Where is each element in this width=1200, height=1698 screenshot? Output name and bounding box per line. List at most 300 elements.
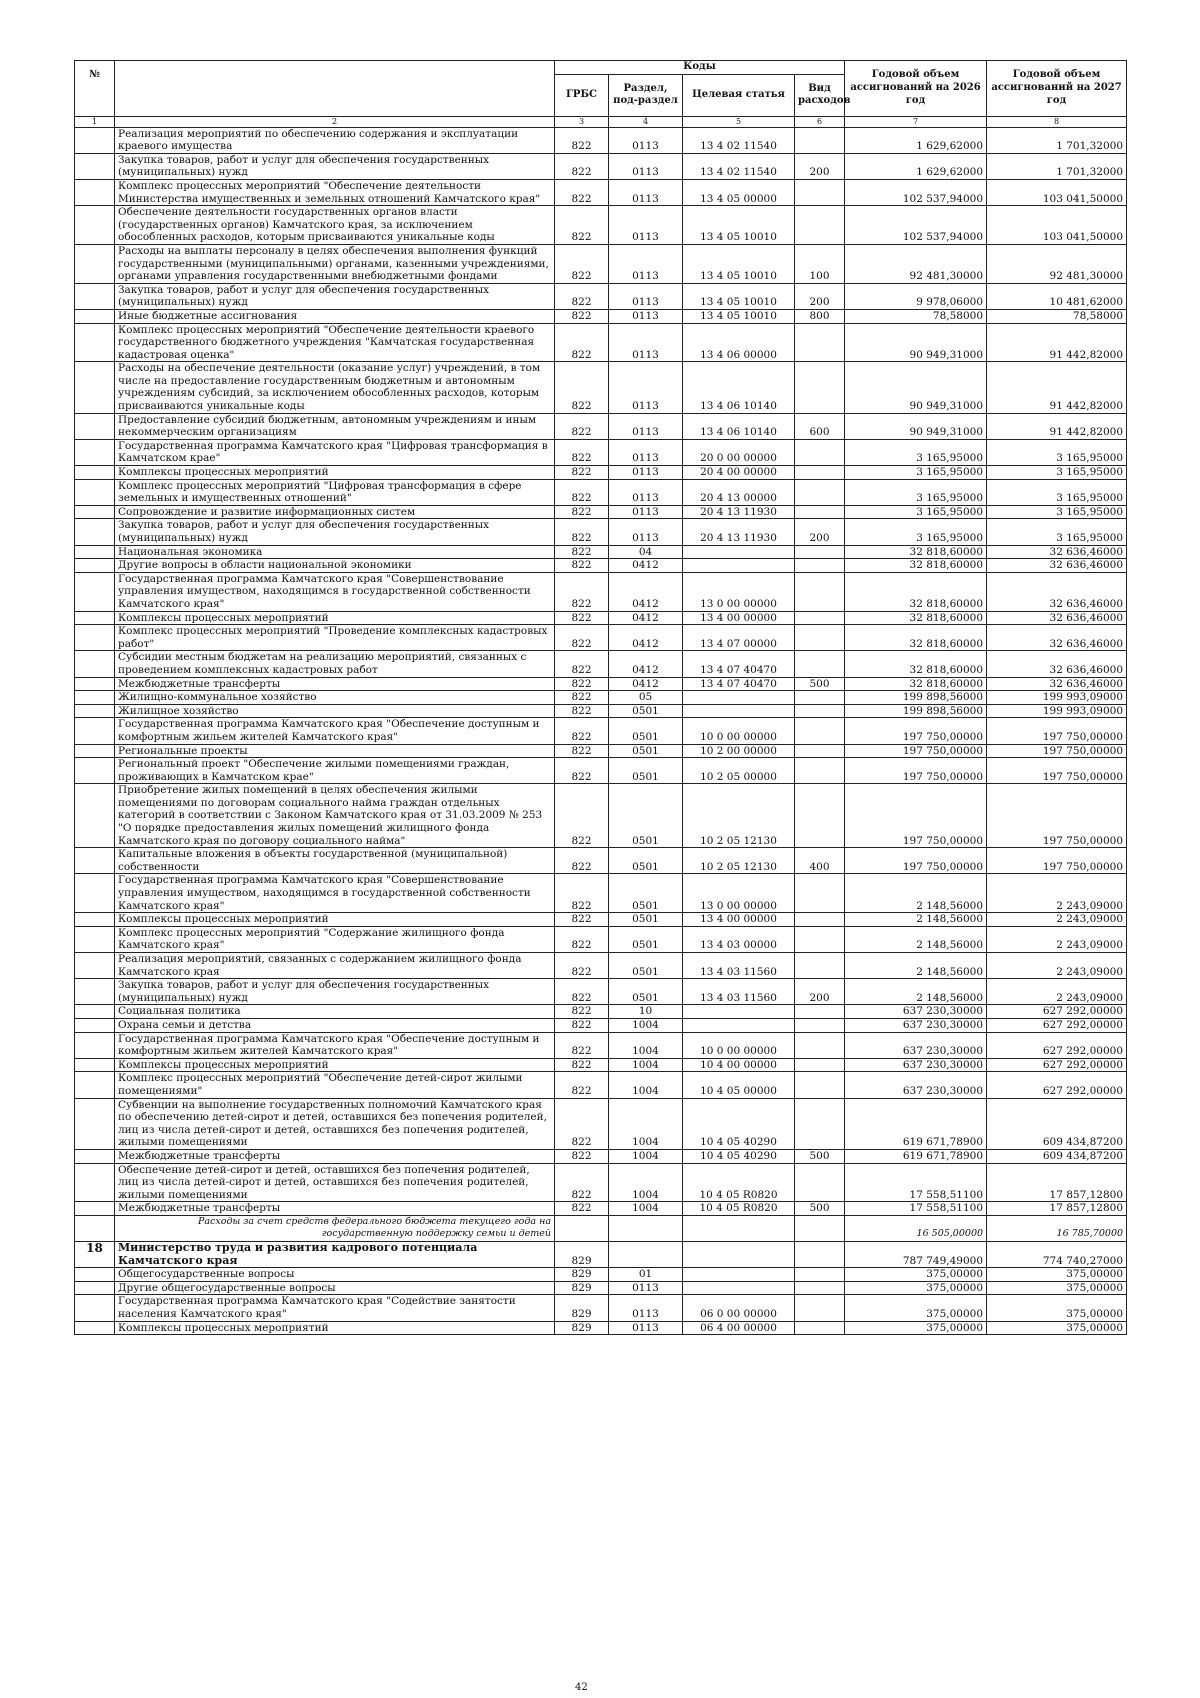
row-vid [795, 1005, 845, 1019]
row-grbs: 822 [555, 505, 609, 519]
row-number [75, 704, 115, 718]
row-tsel: 13 4 03 00000 [683, 926, 795, 952]
row-number [75, 1321, 115, 1335]
row-vid [795, 1268, 845, 1282]
row-grbs: 829 [555, 1295, 609, 1321]
row-razdel: 1004 [609, 1149, 683, 1163]
row-number [75, 244, 115, 283]
table-row [75, 704, 1127, 718]
row-vid [795, 505, 845, 519]
table-row [75, 1163, 1127, 1202]
row-razdel: 0113 [609, 519, 683, 545]
row-tsel: 10 4 05 00000 [683, 1072, 795, 1098]
row-razdel: 0113 [609, 1321, 683, 1335]
row-amount-2026: 3 165,95000 [845, 439, 987, 465]
row-tsel: 13 4 02 11540 [683, 153, 795, 179]
table-row [75, 611, 1127, 625]
row-amount-2026: 197 750,00000 [845, 758, 987, 784]
row-name: Приобретение жилых помещений в целях обеспечения жилыми помещениями по договорам социального найма граждан отдельных категорий в соответствии с Законом Камчатского края от 31.03.2009 № 253 "О порядке предоставления жилых помещений жилищного фонда Камчатского края по договору социального найма" [115, 784, 555, 848]
row-razdel: 1004 [609, 1018, 683, 1032]
row-grbs: 822 [555, 127, 609, 153]
row-name: Социальная политика [115, 1005, 555, 1019]
row-vid [795, 758, 845, 784]
row-number [75, 1098, 115, 1149]
row-amount-2026: 32 818,60000 [845, 677, 987, 691]
row-razdel: 0412 [609, 572, 683, 611]
row-vid [795, 1058, 845, 1072]
row-tsel [683, 1281, 795, 1295]
row-vid [795, 1321, 845, 1335]
row-tsel: 20 4 00 00000 [683, 466, 795, 480]
row-amount-2027: 627 292,00000 [987, 1005, 1127, 1019]
row-name: Капитальные вложения в объекты государственной (муниципальной) собственности [115, 848, 555, 874]
row-razdel: 0113 [609, 466, 683, 480]
row-amount-2027: 78,58000 [987, 309, 1127, 323]
row-number [75, 1058, 115, 1072]
row-grbs: 822 [555, 413, 609, 439]
row-razdel [609, 1242, 683, 1268]
row-number [75, 1072, 115, 1098]
row-grbs: 822 [555, 1018, 609, 1032]
row-amount-2026: 90 949,31000 [845, 323, 987, 362]
row-razdel: 0113 [609, 244, 683, 283]
row-amount-2027: 197 750,00000 [987, 718, 1127, 744]
row-grbs: 822 [555, 179, 609, 205]
row-amount-2027: 199 993,09000 [987, 691, 1127, 705]
row-number [75, 1268, 115, 1282]
row-amount-2027: 627 292,00000 [987, 1058, 1127, 1072]
row-amount-2026: 32 818,60000 [845, 559, 987, 573]
row-vid [795, 704, 845, 718]
table-row [75, 651, 1127, 677]
row-grbs: 822 [555, 466, 609, 480]
row-grbs: 822 [555, 874, 609, 913]
row-amount-2026: 2 148,56000 [845, 953, 987, 979]
row-vid [795, 913, 845, 927]
row-amount-2026: 17 558,51100 [845, 1163, 987, 1202]
row-tsel: 13 4 02 11540 [683, 127, 795, 153]
row-vid [795, 953, 845, 979]
col-number: 2 [115, 116, 555, 127]
row-grbs: 822 [555, 244, 609, 283]
row-amount-2027: 32 636,46000 [987, 572, 1127, 611]
row-razdel: 0412 [609, 651, 683, 677]
row-tsel: 13 0 00 00000 [683, 572, 795, 611]
row-number [75, 874, 115, 913]
table-row [75, 1032, 1127, 1058]
row-razdel: 1004 [609, 1163, 683, 1202]
row-vid [795, 874, 845, 913]
row-grbs: 822 [555, 1072, 609, 1098]
table-row [75, 848, 1127, 874]
col-number: 5 [683, 116, 795, 127]
row-amount-2027: 2 243,09000 [987, 913, 1127, 927]
row-amount-2026: 619 671,78900 [845, 1149, 987, 1163]
row-razdel: 0113 [609, 179, 683, 205]
table-row [75, 545, 1127, 559]
table-row [75, 153, 1127, 179]
table-row [75, 244, 1127, 283]
row-amount-2026: 32 818,60000 [845, 625, 987, 651]
row-vid [795, 625, 845, 651]
row-amount-2027: 16 785,70000 [987, 1215, 1127, 1241]
row-number [75, 572, 115, 611]
row-amount-2027: 32 636,46000 [987, 625, 1127, 651]
row-number [75, 848, 115, 874]
row-amount-2026: 32 818,60000 [845, 545, 987, 559]
row-number [75, 1215, 115, 1241]
row-tsel: 20 4 13 11930 [683, 519, 795, 545]
row-tsel: 10 4 00 00000 [683, 1058, 795, 1072]
row-tsel: 13 4 03 11560 [683, 979, 795, 1005]
row-amount-2026: 197 750,00000 [845, 784, 987, 848]
row-amount-2026: 197 750,00000 [845, 744, 987, 758]
row-number [75, 479, 115, 505]
row-amount-2026: 375,00000 [845, 1268, 987, 1282]
row-name: Закупка товаров, работ и услуг для обеспечения государственных (муниципальных) нужд [115, 283, 555, 309]
table-row [75, 953, 1127, 979]
row-number [75, 744, 115, 758]
row-razdel: 0412 [609, 677, 683, 691]
table-row [75, 309, 1127, 323]
row-tsel: 13 4 00 00000 [683, 611, 795, 625]
row-number [75, 439, 115, 465]
row-razdel: 1004 [609, 1058, 683, 1072]
row-amount-2027: 2 243,09000 [987, 953, 1127, 979]
row-vid: 600 [795, 413, 845, 439]
row-vid [795, 1163, 845, 1202]
table-row [75, 677, 1127, 691]
table-row [75, 479, 1127, 505]
row-vid [795, 1032, 845, 1058]
row-name: Расходы на обеспечение деятельности (оказание услуг) учреждений, в том числе на предоставление государственным бюджетным и автономным учреждениям субсидий, за исключением обособленных расходов, которым присваиваются уникальные коды [115, 362, 555, 413]
table-row [75, 206, 1127, 245]
row-grbs: 822 [555, 953, 609, 979]
row-amount-2027: 2 243,09000 [987, 979, 1127, 1005]
row-amount-2027: 197 750,00000 [987, 758, 1127, 784]
header-grbs: ГРБС [555, 74, 609, 116]
row-name: Межбюджетные трансферты [115, 677, 555, 691]
row-vid: 200 [795, 153, 845, 179]
row-number [75, 1149, 115, 1163]
row-amount-2027: 375,00000 [987, 1281, 1127, 1295]
table-row [75, 1215, 1127, 1241]
row-amount-2027: 197 750,00000 [987, 784, 1127, 848]
row-tsel: 20 4 13 00000 [683, 479, 795, 505]
row-amount-2027: 3 165,95000 [987, 479, 1127, 505]
row-amount-2026: 375,00000 [845, 1281, 987, 1295]
row-razdel: 0113 [609, 479, 683, 505]
row-amount-2026: 32 818,60000 [845, 651, 987, 677]
row-grbs: 822 [555, 744, 609, 758]
row-tsel: 10 0 00 00000 [683, 1032, 795, 1058]
table-row [75, 1321, 1127, 1335]
row-amount-2026: 32 818,60000 [845, 611, 987, 625]
row-vid [795, 479, 845, 505]
col-number: 3 [555, 116, 609, 127]
row-grbs: 822 [555, 718, 609, 744]
row-number [75, 1202, 115, 1216]
row-vid [795, 323, 845, 362]
row-amount-2027: 32 636,46000 [987, 611, 1127, 625]
row-name: Закупка товаров, работ и услуг для обеспечения государственных (муниципальных) нужд [115, 519, 555, 545]
table-row [75, 926, 1127, 952]
row-name: Комплекс процессных мероприятий "Обеспечение детей-сирот жилыми помещениями" [115, 1072, 555, 1098]
row-vid [795, 1018, 845, 1032]
header-2027: Годовой объем ассигнований на 2027 год [987, 61, 1127, 117]
row-vid: 200 [795, 979, 845, 1005]
header-2026: Годовой объем ассигнований на 2026 год [845, 61, 987, 117]
row-razdel: 0501 [609, 953, 683, 979]
row-vid [795, 466, 845, 480]
row-grbs: 822 [555, 1163, 609, 1202]
table-row [75, 625, 1127, 651]
row-amount-2026: 199 898,56000 [845, 691, 987, 705]
row-razdel: 0501 [609, 718, 683, 744]
row-amount-2027: 3 165,95000 [987, 519, 1127, 545]
table-row [75, 758, 1127, 784]
row-razdel: 0113 [609, 283, 683, 309]
header-tsel: Целевая статья [683, 74, 795, 116]
row-grbs: 822 [555, 323, 609, 362]
row-amount-2026: 92 481,30000 [845, 244, 987, 283]
row-name: Реализация мероприятий, связанных с содержанием жилищного фонда Камчатского края [115, 953, 555, 979]
row-number [75, 784, 115, 848]
row-razdel: 0113 [609, 127, 683, 153]
row-grbs: 822 [555, 479, 609, 505]
row-tsel: 13 4 06 10140 [683, 362, 795, 413]
row-name: Комплексы процессных мероприятий [115, 1058, 555, 1072]
row-grbs: 822 [555, 283, 609, 309]
row-grbs: 829 [555, 1321, 609, 1335]
table-row [75, 1018, 1127, 1032]
row-number [75, 505, 115, 519]
row-grbs: 822 [555, 704, 609, 718]
row-tsel: 13 4 05 10010 [683, 309, 795, 323]
row-razdel: 0113 [609, 505, 683, 519]
row-amount-2026: 637 230,30000 [845, 1005, 987, 1019]
row-amount-2027: 3 165,95000 [987, 466, 1127, 480]
row-amount-2026: 3 165,95000 [845, 519, 987, 545]
row-number [75, 691, 115, 705]
row-amount-2027: 91 442,82000 [987, 323, 1127, 362]
row-grbs: 822 [555, 1058, 609, 1072]
row-amount-2027: 197 750,00000 [987, 744, 1127, 758]
row-grbs: 829 [555, 1242, 609, 1268]
row-amount-2027: 91 442,82000 [987, 413, 1127, 439]
col-number: 1 [75, 116, 115, 127]
row-razdel: 0113 [609, 1281, 683, 1295]
row-amount-2026: 375,00000 [845, 1321, 987, 1335]
row-razdel: 1004 [609, 1032, 683, 1058]
row-name: Субсидии местным бюджетам на реализацию мероприятий, связанных с проведением комплексных кадастровых работ [115, 651, 555, 677]
row-grbs: 822 [555, 1005, 609, 1019]
row-number [75, 979, 115, 1005]
row-grbs: 829 [555, 1268, 609, 1282]
row-tsel [683, 691, 795, 705]
row-name: Государственная программа Камчатского края "Обеспечение доступным и комфортным жильем жителей Камчатского края" [115, 1032, 555, 1058]
table-row [75, 1149, 1127, 1163]
row-name: Комплексы процессных мероприятий [115, 611, 555, 625]
row-tsel: 10 4 05 40290 [683, 1149, 795, 1163]
table-row [75, 179, 1127, 205]
row-grbs: 822 [555, 1032, 609, 1058]
row-amount-2026: 3 165,95000 [845, 466, 987, 480]
row-number [75, 1295, 115, 1321]
row-amount-2026: 17 558,51100 [845, 1202, 987, 1216]
row-amount-2026: 2 148,56000 [845, 874, 987, 913]
table-row [75, 744, 1127, 758]
table-row [75, 874, 1127, 913]
row-amount-2026: 637 230,30000 [845, 1032, 987, 1058]
row-grbs: 822 [555, 691, 609, 705]
row-amount-2027: 627 292,00000 [987, 1032, 1127, 1058]
row-vid [795, 439, 845, 465]
row-razdel: 1004 [609, 1202, 683, 1216]
row-name: Расходы на выплаты персоналу в целях обеспечения выполнения функций государственными (муниципальными) органами, казенными учреждениями, органами управления государственными внебюджетными фондами [115, 244, 555, 283]
row-razdel: 0501 [609, 784, 683, 848]
row-grbs: 822 [555, 611, 609, 625]
row-razdel: 0113 [609, 413, 683, 439]
row-number [75, 1018, 115, 1032]
row-amount-2027: 609 434,87200 [987, 1149, 1127, 1163]
row-vid [795, 559, 845, 573]
table-row [75, 913, 1127, 927]
row-grbs: 822 [555, 309, 609, 323]
row-tsel: 10 2 05 12130 [683, 784, 795, 848]
row-name: Сопровождение и развитие информационных систем [115, 505, 555, 519]
row-vid [795, 1281, 845, 1295]
row-tsel: 10 2 05 00000 [683, 758, 795, 784]
row-grbs: 822 [555, 206, 609, 245]
row-grbs: 822 [555, 439, 609, 465]
row-tsel [683, 1005, 795, 1019]
page-number: 42 [575, 1682, 588, 1693]
row-razdel: 0501 [609, 758, 683, 784]
row-number [75, 677, 115, 691]
row-amount-2027: 197 750,00000 [987, 848, 1127, 874]
row-razdel: 0501 [609, 979, 683, 1005]
row-amount-2027: 1 701,32000 [987, 127, 1127, 153]
row-vid: 500 [795, 1202, 845, 1216]
row-razdel: 1004 [609, 1072, 683, 1098]
row-grbs: 822 [555, 1098, 609, 1149]
row-tsel: 10 0 00 00000 [683, 718, 795, 744]
row-razdel: 0412 [609, 611, 683, 625]
row-amount-2026: 2 148,56000 [845, 979, 987, 1005]
row-number: 18 [75, 1242, 115, 1268]
row-amount-2027: 1 701,32000 [987, 153, 1127, 179]
row-amount-2027: 2 243,09000 [987, 926, 1127, 952]
row-name: Региональный проект "Обеспечение жилыми помещениями граждан, проживающих в Камчатском крае" [115, 758, 555, 784]
row-number [75, 323, 115, 362]
row-name: Расходы за счет средств федерального бюджета текущего года на государственную поддержку семьи и детей [115, 1215, 555, 1241]
row-tsel: 06 4 00 00000 [683, 1321, 795, 1335]
row-grbs: 822 [555, 545, 609, 559]
row-vid [795, 718, 845, 744]
table-row [75, 413, 1127, 439]
table-row [75, 1058, 1127, 1072]
row-amount-2027: 3 165,95000 [987, 439, 1127, 465]
row-vid: 200 [795, 519, 845, 545]
row-tsel [683, 559, 795, 573]
row-tsel: 13 4 03 11560 [683, 953, 795, 979]
row-tsel [683, 1018, 795, 1032]
row-grbs: 822 [555, 848, 609, 874]
table-row [75, 979, 1127, 1005]
row-vid [795, 691, 845, 705]
row-name: Жилищное хозяйство [115, 704, 555, 718]
row-vid [795, 1215, 845, 1241]
row-name: Комплекс процессных мероприятий "Цифровая трансформация в сфере земельных и имущественных отношений" [115, 479, 555, 505]
row-amount-2026: 16 505,00000 [845, 1215, 987, 1241]
row-razdel: 0501 [609, 926, 683, 952]
table-row [75, 1281, 1127, 1295]
row-amount-2027: 609 434,87200 [987, 1098, 1127, 1149]
row-grbs: 822 [555, 362, 609, 413]
row-grbs: 822 [555, 625, 609, 651]
row-number [75, 362, 115, 413]
row-number [75, 1163, 115, 1202]
row-name: Комплексы процессных мероприятий [115, 913, 555, 927]
row-tsel: 13 4 06 10140 [683, 413, 795, 439]
row-number [75, 611, 115, 625]
row-tsel: 10 2 05 12130 [683, 848, 795, 874]
row-vid [795, 926, 845, 952]
row-amount-2026: 197 750,00000 [845, 848, 987, 874]
row-name: Межбюджетные трансферты [115, 1149, 555, 1163]
row-number [75, 1005, 115, 1019]
table-row [75, 1005, 1127, 1019]
row-amount-2027: 91 442,82000 [987, 362, 1127, 413]
row-amount-2027: 103 041,50000 [987, 179, 1127, 205]
row-amount-2026: 32 818,60000 [845, 572, 987, 611]
row-razdel: 0113 [609, 206, 683, 245]
row-number [75, 127, 115, 153]
row-tsel: 13 4 07 40470 [683, 651, 795, 677]
row-tsel: 13 4 05 00000 [683, 179, 795, 205]
budget-table-page [74, 60, 1126, 1335]
row-razdel: 1004 [609, 1098, 683, 1149]
row-tsel: 20 0 00 00000 [683, 439, 795, 465]
header-num: № [75, 61, 115, 117]
row-razdel: 0113 [609, 439, 683, 465]
row-tsel: 13 4 00 00000 [683, 913, 795, 927]
row-amount-2027: 627 292,00000 [987, 1072, 1127, 1098]
row-razdel: 0113 [609, 153, 683, 179]
row-name: Обеспечение деятельности государственных органов власти (государственных органов) Камчатского края, за исключением обособленных расходов, которым присваиваются уникальные коды [115, 206, 555, 245]
row-vid [795, 1098, 845, 1149]
table-row [75, 718, 1127, 744]
row-amount-2026: 637 230,30000 [845, 1072, 987, 1098]
row-vid: 800 [795, 309, 845, 323]
row-vid: 500 [795, 1149, 845, 1163]
row-name: Жилищно-коммунальное хозяйство [115, 691, 555, 705]
row-amount-2026: 90 949,31000 [845, 362, 987, 413]
row-amount-2027: 627 292,00000 [987, 1018, 1127, 1032]
row-name: Комплексы процессных мероприятий [115, 466, 555, 480]
row-name: Другие общегосударственные вопросы [115, 1281, 555, 1295]
budget-table [74, 60, 1127, 1335]
row-grbs: 822 [555, 572, 609, 611]
row-amount-2026: 637 230,30000 [845, 1058, 987, 1072]
row-number [75, 1281, 115, 1295]
row-amount-2026: 78,58000 [845, 309, 987, 323]
row-tsel: 20 4 13 11930 [683, 505, 795, 519]
row-tsel: 13 0 00 00000 [683, 874, 795, 913]
row-tsel: 13 4 05 10010 [683, 206, 795, 245]
row-name: Государственная программа Камчатского края "Совершенствование управления имуществом, находящимся в государственной собственности Камчатского края" [115, 874, 555, 913]
